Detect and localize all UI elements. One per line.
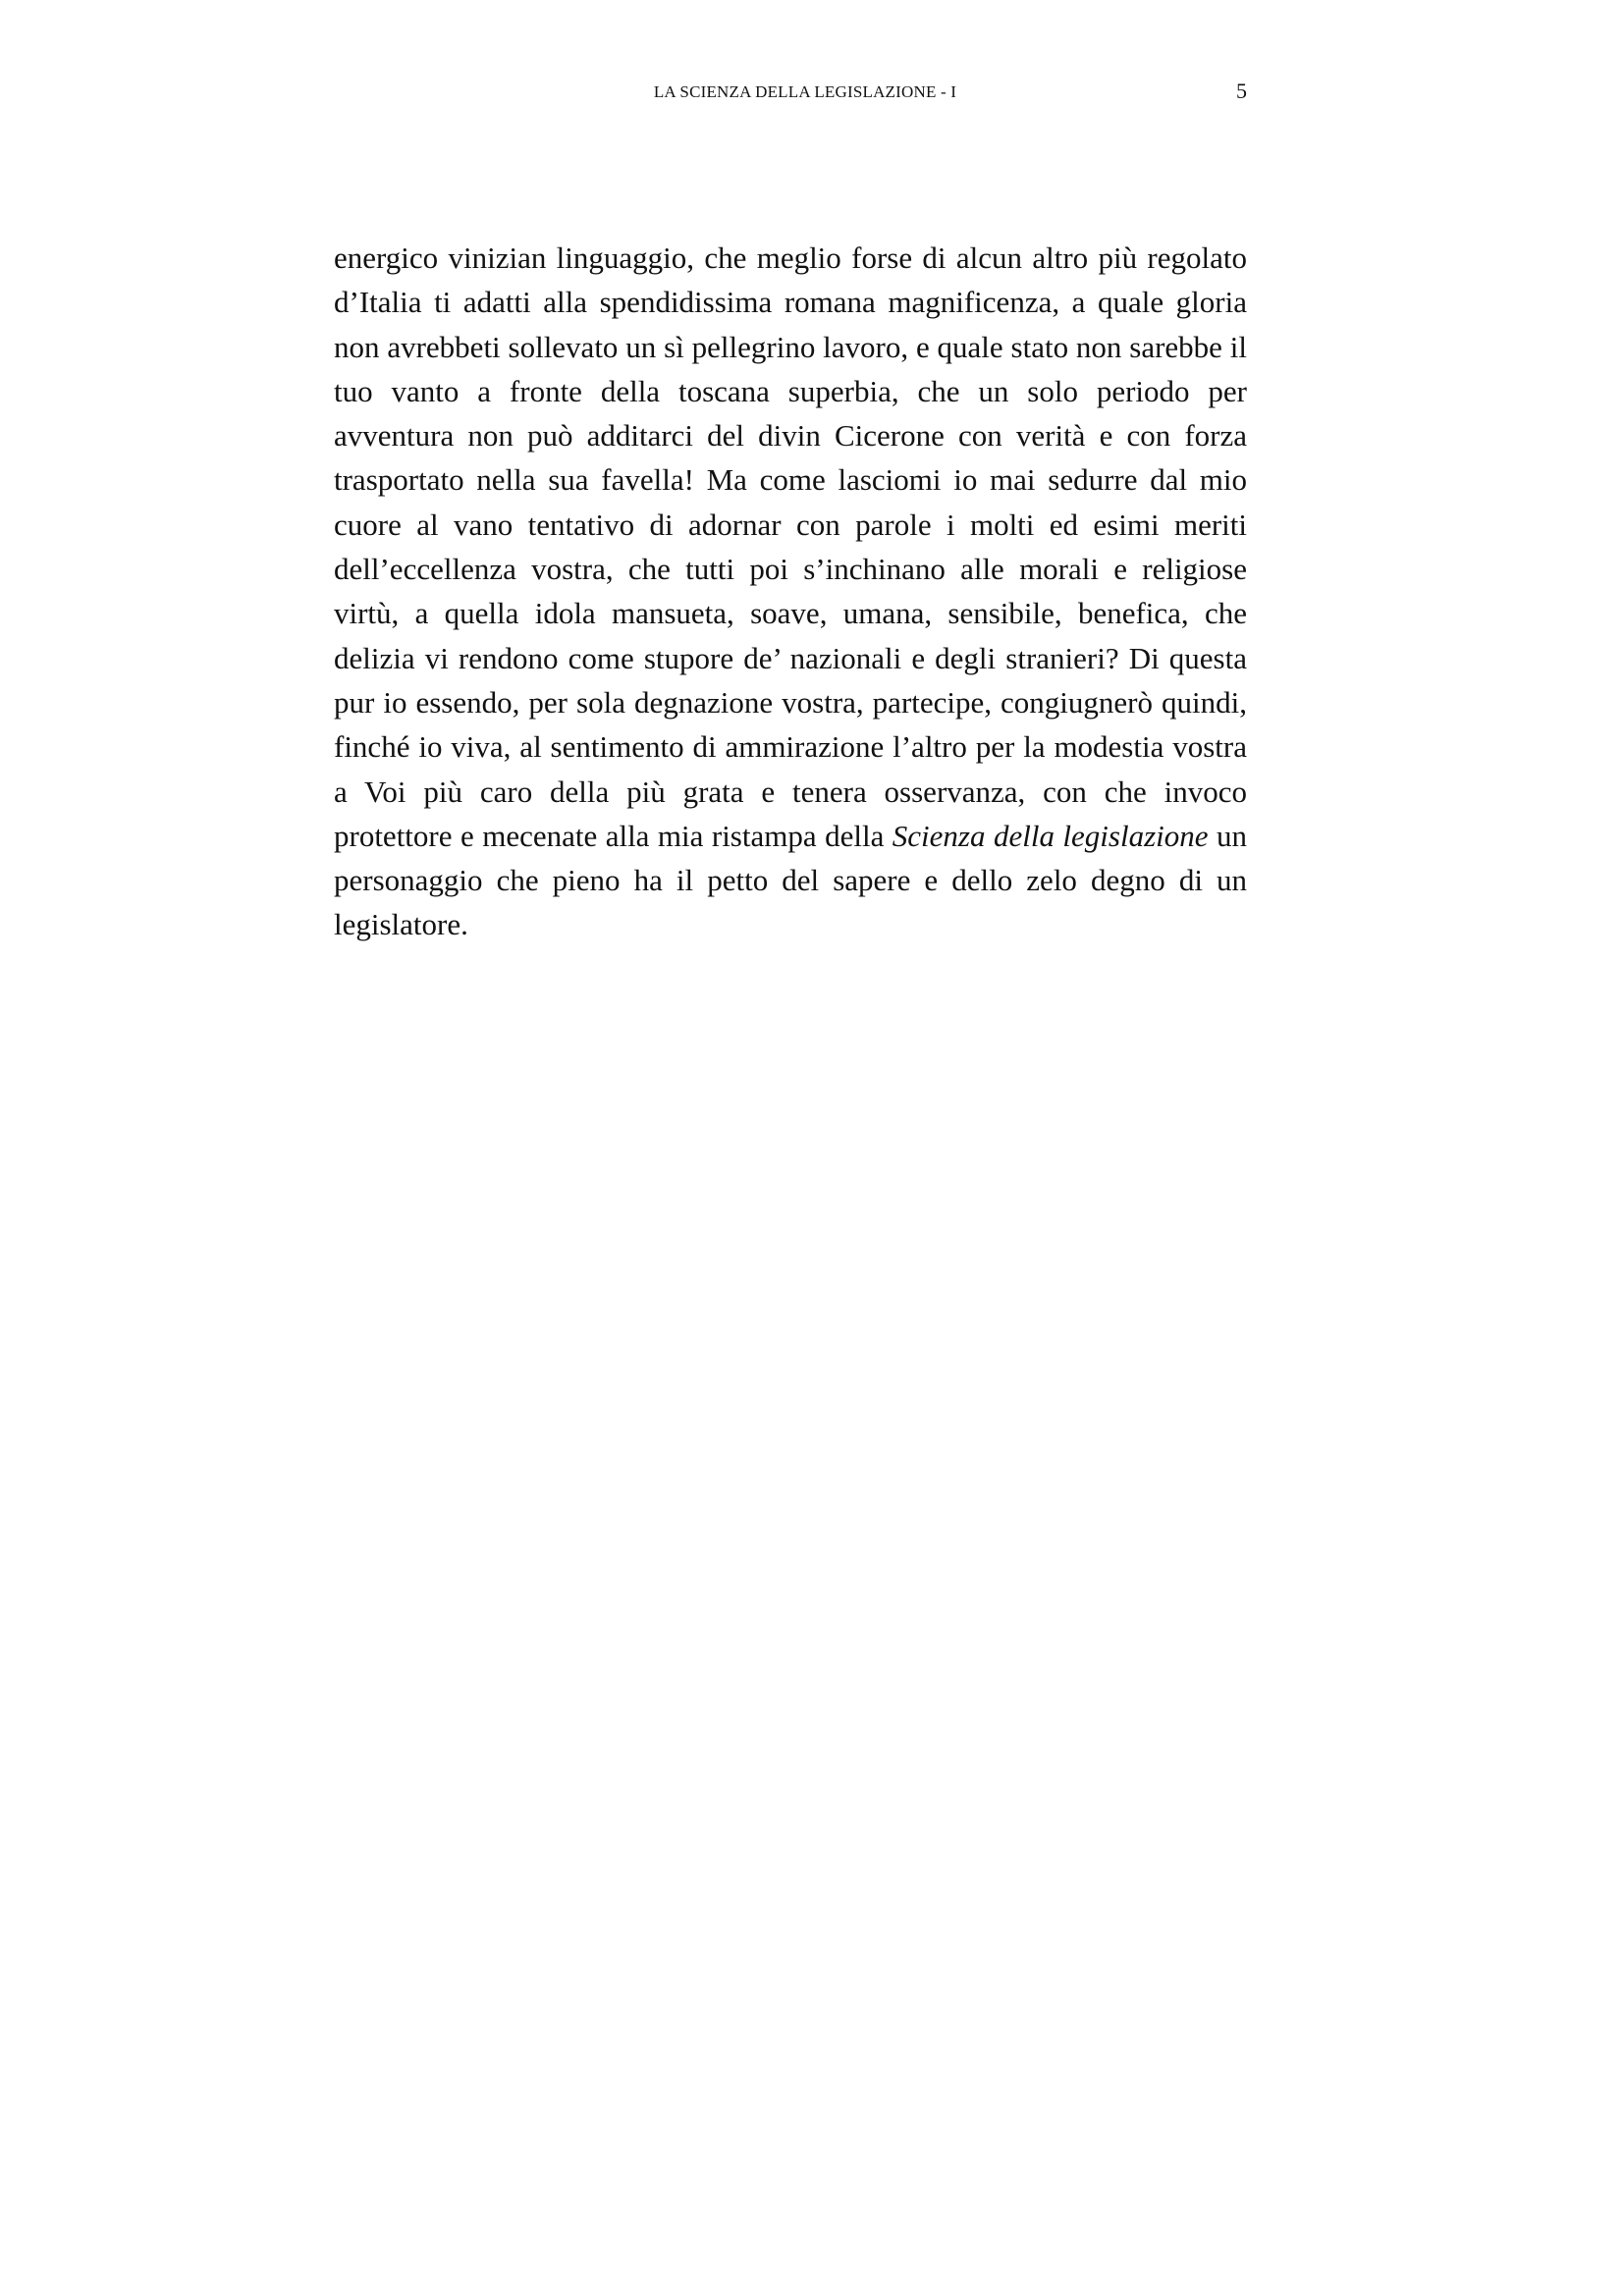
paragraph-text-start: energico vinizian linguaggio, che meglio forse di alcun altro più regolato d’Italia ti adatti alla spendidissima romana magnificenza, a quale gloria non avrebbeti sollevato un sì pellegrino lavoro, e quale stato non sarebbe il tuo vanto a fronte della toscana superbia, che un solo periodo per avventura non può additarci del divin Cicerone con verità e con forza trasportato nella sua favella! Ma come lasciomi io mai sedurre dal mio cuore al vano tentativo di adornar con parole i molti ed esimi meriti dell’eccellenza vostra, che tutti poi s’inchinano alle morali e religiose virtù, a quella idola mansueta, soave, umana, sensibile, benefica, che delizia vi rendono come stupore de’ nazionali e degli stranieri? Di questa pur io essendo, per sola degnazione vostra, partecipe, congiugnerò quindi, finché io viva, al sentimento di ammirazione l’altro per la modestia vostra a Voi più caro della più grata e tenera osservanza, con che invoco protettore e mecenate alla mia ristampa della <box>334 240 1247 853</box>
running-header <box>0 79 1623 108</box>
italic-book-title: Scienza della legislazione <box>892 818 1209 853</box>
running-title: LA SCIENZA DELLA LEGISLAZIONE - I <box>653 82 957 101</box>
paragraph-text-end: un personaggio che pieno ha il petto del sapere e dello zelo degno di un legislatore. <box>334 818 1247 942</box>
body-paragraph <box>334 236 1247 947</box>
page-number: 5 <box>1236 79 1247 103</box>
